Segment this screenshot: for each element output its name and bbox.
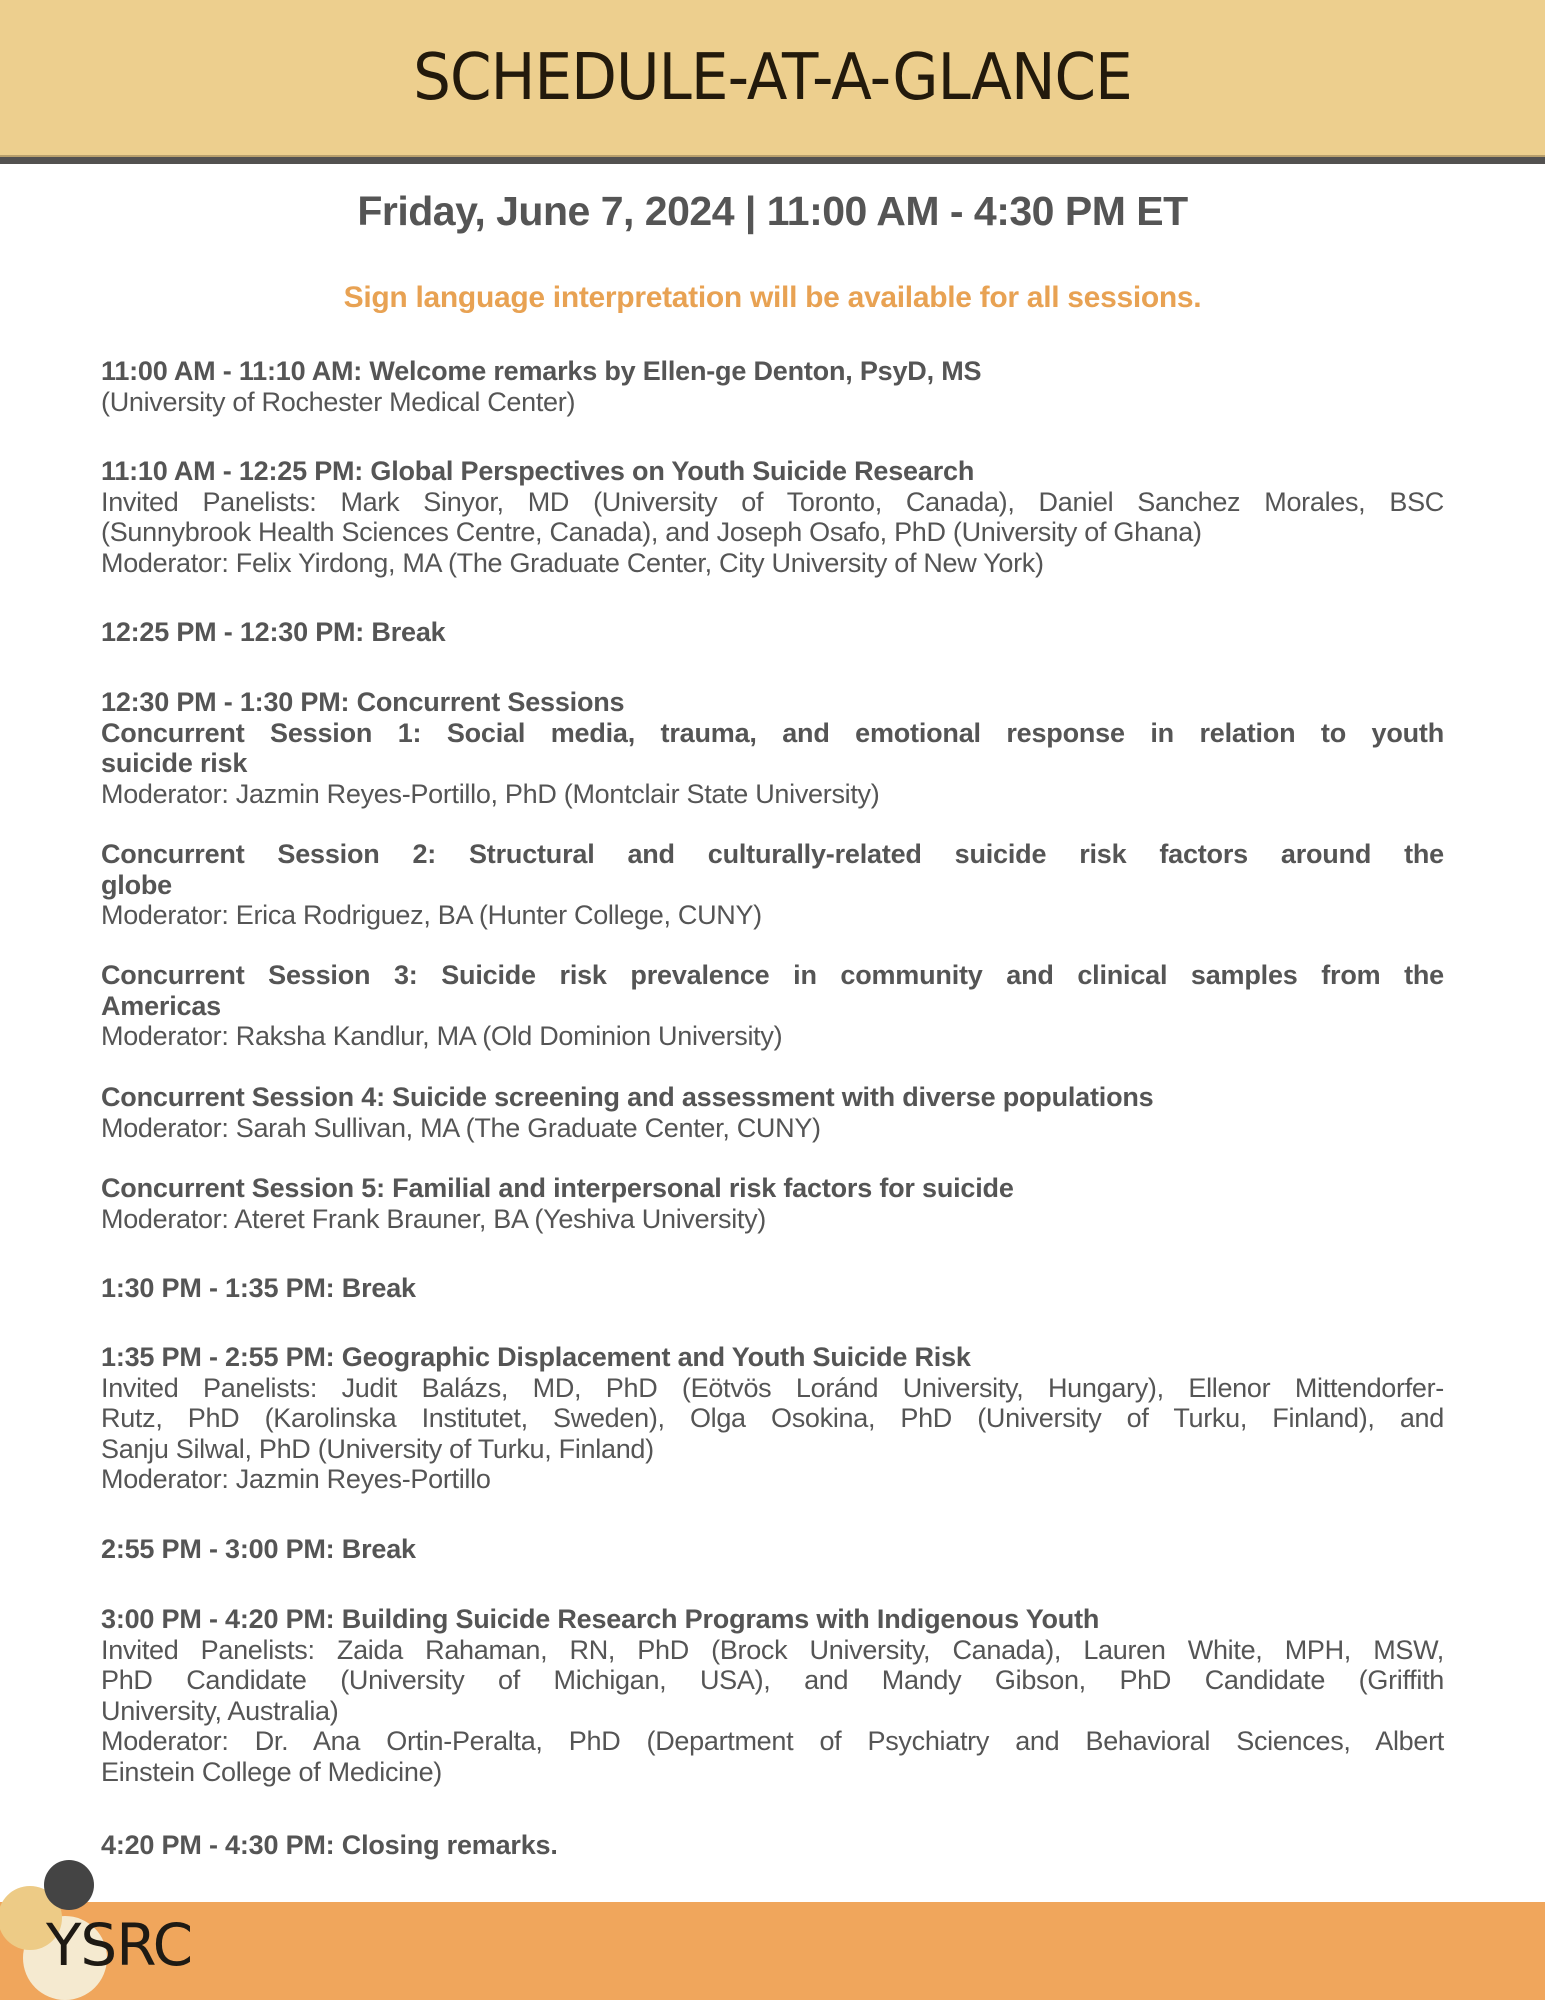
schedule-item-closing bbox=[101, 1830, 1444, 1861]
schedule-item-break bbox=[101, 1273, 1444, 1304]
item-heading: 3:00 PM - 4:20 PM: Building Suicide Research Programs with Indigenous Youth bbox=[101, 1604, 1100, 1634]
schedule-item-welcome bbox=[101, 356, 1444, 417]
item-panelists-line: Invited Panelists: Zaida Rahaman, RN, PhD (Brock University, Canada), Lauren White, MPH, MSW, bbox=[101, 1634, 1444, 1665]
item-panelists-line: (Sunnybrook Health Sciences Centre, Canada), and Joseph Osafo, PhD (University of Ghana) bbox=[101, 517, 1202, 548]
accessibility-notice: Sign language interpretation will be available for all sessions. bbox=[343, 281, 1202, 314]
session-moderator: Moderator: Ateret Frank Brauner, BA (Yeshiva University) bbox=[101, 1203, 767, 1234]
logo-circle-dark bbox=[44, 1860, 94, 1910]
schedule-item-indigenous-youth bbox=[101, 1604, 1444, 1788]
schedule-item-break bbox=[101, 1534, 1444, 1565]
footer-band bbox=[0, 1902, 1545, 2000]
item-heading: 1:30 PM - 1:35 PM: Break bbox=[101, 1273, 416, 1303]
item-panelists-line: PhD Candidate (University of Michigan, USA), and Mandy Gibson, PhD Candidate (Griffith bbox=[101, 1665, 1444, 1696]
session-moderator: Moderator: Sarah Sullivan, MA (The Graduate Center, CUNY) bbox=[101, 1112, 821, 1143]
item-heading: 12:25 PM - 12:30 PM: Break bbox=[101, 617, 446, 647]
session-title: Concurrent Session 2: Structural and culturally-related suicide risk factors around the bbox=[101, 839, 1444, 869]
item-moderator: Moderator: Jazmin Reyes-Portillo bbox=[101, 1464, 491, 1495]
concurrent-session-3 bbox=[101, 960, 1444, 1052]
item-moderator: Einstein College of Medicine) bbox=[101, 1756, 442, 1787]
session-moderator: Moderator: Raksha Kandlur, MA (Old Dominion University) bbox=[101, 1021, 783, 1052]
session-title: Concurrent Session 4: Suicide screening and assessment with diverse populations bbox=[101, 1082, 1154, 1112]
session-title: Americas bbox=[101, 990, 221, 1021]
item-panelists-line: Invited Panelists: Judit Balázs, MD, PhD (Eötvös Loránd University, Hungary), Ellenor Mittendorfer- bbox=[101, 1372, 1444, 1403]
item-moderator: Moderator: Dr. Ana Ortin-Peralta, PhD (Department of Psychiatry and Behavioral Sciences, Albert bbox=[101, 1726, 1444, 1757]
item-heading: 11:00 AM - 11:10 AM: Welcome remarks by Ellen-ge Denton, PsyD, MS bbox=[101, 356, 982, 386]
session-moderator: Moderator: Jazmin Reyes-Portillo, PhD (Montclair State University) bbox=[101, 778, 880, 809]
session-title: Concurrent Session 5: Familial and interpersonal risk factors for suicide bbox=[101, 1173, 1014, 1203]
concurrent-session-2 bbox=[101, 839, 1444, 931]
ysrc-logo: YSRC bbox=[46, 1911, 193, 1979]
item-heading: 4:20 PM - 4:30 PM: Closing remarks. bbox=[101, 1830, 558, 1860]
schedule-item-concurrent-sessions bbox=[101, 687, 1444, 809]
item-heading: 11:10 AM - 12:25 PM: Global Perspectives on Youth Suicide Research bbox=[101, 456, 975, 486]
item-moderator: Moderator: Felix Yirdong, MA (The Graduate Center, City University of New York) bbox=[101, 547, 1044, 578]
concurrent-session-5 bbox=[101, 1173, 1444, 1234]
item-affiliation: (University of Rochester Medical Center) bbox=[101, 386, 576, 417]
session-title: globe bbox=[101, 869, 172, 900]
session-title: suicide risk bbox=[101, 748, 248, 779]
page-title: SCHEDULE-AT-A-GLANCE bbox=[413, 41, 1132, 115]
schedule-item-global-perspectives bbox=[101, 456, 1444, 578]
item-panelists-line: Invited Panelists: Mark Sinyor, MD (University of Toronto, Canada), Daniel Sanchez Morales, BSC bbox=[101, 486, 1444, 517]
item-panelists-line: Rutz, PhD (Karolinska Institutet, Sweden), Olga Osokina, PhD (University of Turku, Finland), and bbox=[101, 1403, 1444, 1434]
concurrent-session-4 bbox=[101, 1082, 1444, 1143]
header-divider-stripe bbox=[0, 157, 1545, 164]
session-moderator: Moderator: Erica Rodriguez, BA (Hunter College, CUNY) bbox=[101, 900, 762, 931]
item-heading: 1:35 PM - 2:55 PM: Geographic Displacement and Youth Suicide Risk bbox=[101, 1342, 971, 1372]
item-heading: 12:30 PM - 1:30 PM: Concurrent Sessions bbox=[101, 687, 625, 717]
item-panelists-line: University, Australia) bbox=[101, 1695, 339, 1726]
schedule-item-break bbox=[101, 617, 1444, 648]
item-heading: 2:55 PM - 3:00 PM: Break bbox=[101, 1534, 416, 1564]
session-title: Concurrent Session 3: Suicide risk prevalence in community and clinical samples from the bbox=[101, 960, 1444, 990]
item-panelists-line: Sanju Silwal, PhD (University of Turku, Finland) bbox=[101, 1433, 654, 1464]
schedule-item-geographic-displacement bbox=[101, 1342, 1444, 1495]
event-date-line: Friday, June 7, 2024 | 11:00 AM - 4:30 PM ET bbox=[357, 188, 1188, 234]
session-title: Concurrent Session 1: Social media, trauma, and emotional response in relation to youth bbox=[101, 717, 1444, 748]
